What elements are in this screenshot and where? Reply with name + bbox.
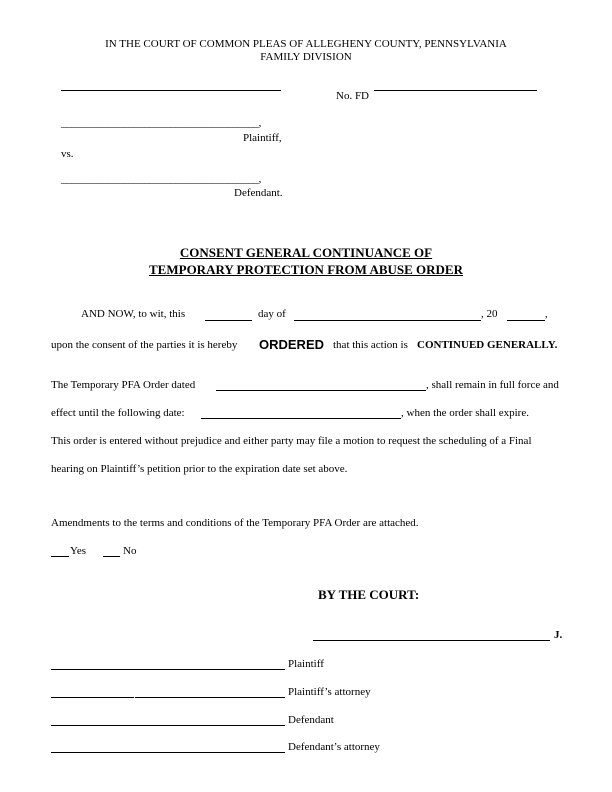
signature-label-defendant: Defendant: [288, 714, 334, 726]
signature-label-plaintiff-attorney: Plaintiff’s attorney: [288, 686, 371, 698]
signature-label-plaintiff: Plaintiff: [288, 658, 324, 670]
no-label: No: [123, 545, 137, 557]
plaintiff-attorney-signature-line-b[interactable]: [135, 697, 285, 698]
consent-text: upon the consent of the parties it is hereby: [51, 339, 238, 351]
day-number-line[interactable]: [205, 320, 252, 321]
plaintiff-name-line[interactable]: ______________________________________,: [61, 117, 262, 129]
defendant-label: Defendant.: [234, 187, 283, 199]
document-title-line2: TEMPORARY PROTECTION FROM ABUSE ORDER: [149, 262, 463, 277]
judge-suffix: J.: [554, 629, 563, 641]
division-heading: FAMILY DIVISION: [260, 51, 352, 63]
defendant-attorney-signature-line[interactable]: [51, 752, 285, 753]
signature-label-defendant-attorney: Defendant’s attorney: [288, 741, 380, 753]
plaintiff-signature-line[interactable]: [51, 669, 285, 670]
effect-until-text: effect until the following date:: [51, 407, 185, 419]
court-heading: IN THE COURT OF COMMON PLEAS OF ALLEGHENY COUNTY, PENNSYLVANIA: [105, 38, 507, 50]
case-name-line[interactable]: [61, 90, 281, 91]
expiration-date-line[interactable]: [201, 418, 401, 419]
plaintiff-label: Plaintiff,: [243, 132, 282, 144]
document-title-line1: CONSENT GENERAL CONTINUANCE OF: [179, 245, 433, 260]
by-the-court-heading: BY THE COURT:: [318, 587, 420, 602]
year-line[interactable]: [507, 320, 545, 321]
full-force-text: , shall remain in full force and: [426, 379, 559, 391]
defendant-name-line[interactable]: ______________________________________,: [61, 173, 262, 185]
amendments-text: Amendments to the terms and conditions of the Temporary PFA Order are attached.: [51, 517, 419, 529]
defendant-signature-line[interactable]: [51, 725, 285, 726]
case-number-line[interactable]: [374, 90, 537, 91]
yes-check-line[interactable]: [51, 556, 69, 557]
continued-generally-text: CONTINUED GENERALLY.: [417, 339, 558, 351]
day-of-text: day of: [258, 308, 286, 320]
case-number-label: No. FD: [336, 90, 370, 102]
ordered-text: ORDERED: [259, 337, 325, 352]
and-now-text: AND NOW, to wit, this: [81, 308, 186, 320]
yes-label: Yes: [70, 545, 87, 557]
order-date-line[interactable]: [216, 390, 426, 391]
versus-label: vs.: [61, 148, 74, 160]
prejudice-text: This order is entered without prejudice and either party may file a motion to request the scheduling of a Final: [51, 435, 532, 447]
year-prefix-text: , 20: [481, 308, 498, 320]
plaintiff-attorney-signature-line-a[interactable]: [51, 697, 134, 698]
pfa-order-dated-text: The Temporary PFA Order dated: [51, 379, 196, 391]
hearing-text: hearing on Plaintiff’s petition prior to the expiration date set above.: [51, 463, 348, 475]
month-line[interactable]: [294, 320, 481, 321]
judge-signature-line[interactable]: [313, 640, 550, 641]
no-check-line[interactable]: [103, 556, 120, 557]
year-comma: ,: [545, 308, 548, 320]
action-text: that this action is: [333, 339, 408, 351]
order-expire-text: , when the order shall expire.: [401, 407, 529, 419]
